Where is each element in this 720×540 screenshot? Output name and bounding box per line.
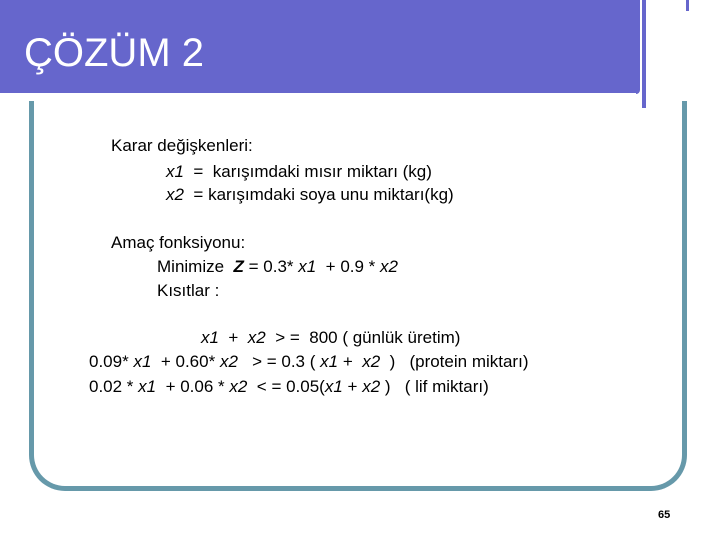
title-underline [0,93,636,96]
variable-x2-definition: x2 = karışımdaki soya unu miktarı(kg) [166,185,454,204]
decision-variables-heading: Karar değişkenleri: [111,136,253,155]
objective-heading: Amaç fonksiyonu: [111,233,246,252]
slide-title: ÇÖZÜM 2 [24,31,204,75]
constraint-production: x1 + x2 > = 800 ( günlük üretim) [201,328,461,347]
constraint-protein: 0.09* x1 + 0.60* x2 > = 0.3 ( x1 + x2 ) (protein miktarı) [89,352,529,371]
objective-function: Minimize Z = 0.3* x1 + 0.9 * x2 [157,257,398,276]
constraints-label: Kısıtlar : [157,281,220,300]
variable-x1-definition: x1 = karışımdaki mısır miktarı (kg) [166,162,432,181]
page-number: 65 [658,509,671,521]
constraint-fiber: 0.02 * x1 + 0.06 * x2 < = 0.05(x1 + x2 ) ( lif miktarı) [89,377,489,396]
content-frame [29,101,687,491]
corner-tick [686,0,689,11]
title-bar-edge [642,0,646,108]
